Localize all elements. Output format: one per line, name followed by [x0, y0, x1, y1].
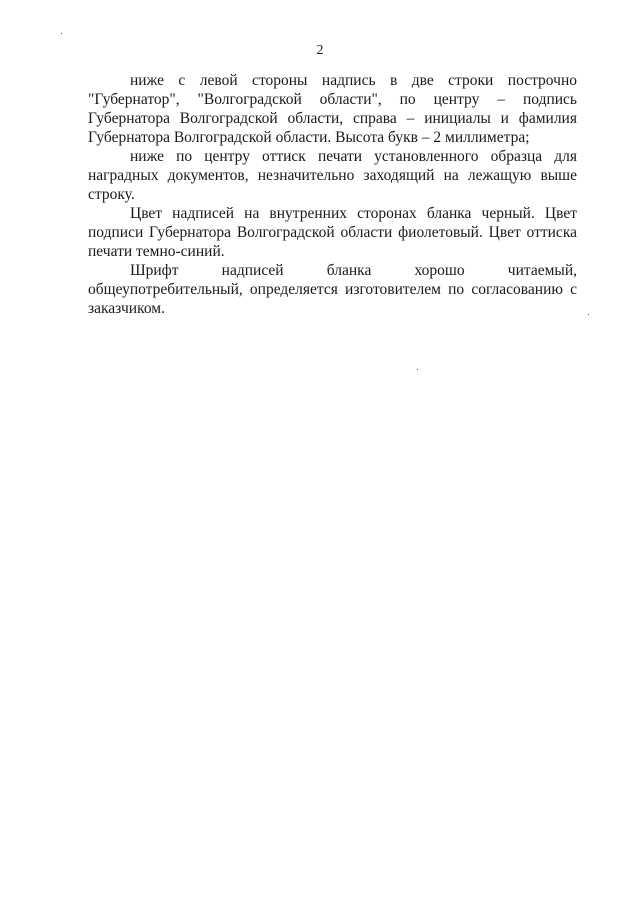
paragraph-font: Шрифт надписей бланка хорошо читаемый, общеупотребительный, определяется изготовителем по согласованию с заказчиком. — [88, 262, 577, 317]
scan-speck — [588, 314, 589, 315]
document-body — [88, 71, 577, 318]
scan-speck — [417, 369, 418, 370]
scan-speck — [61, 33, 62, 34]
paragraph-colors: Цвет надписей на внутренних сторонах бланка черный. Цвет подписи Губернатора Волгоградской области фиолетовый. Цвет оттиска печати темно-синий. — [88, 205, 577, 260]
paragraph-signature-block: ниже с левой стороны надпись в две строки построчно "Губернатор", "Волгоградской области", по центру – подпись Губернатора Волгоградской области, справа – инициалы и фамилия Губернатора Волгоградской области. Высота букв – 2 миллиметра; — [88, 72, 577, 146]
paragraph-seal-impression: ниже по центру оттиск печати установленного образца для наградных документов, незначительно заходящий на лежащую выше строку. — [88, 148, 577, 203]
page-number: 2 — [316, 43, 324, 58]
